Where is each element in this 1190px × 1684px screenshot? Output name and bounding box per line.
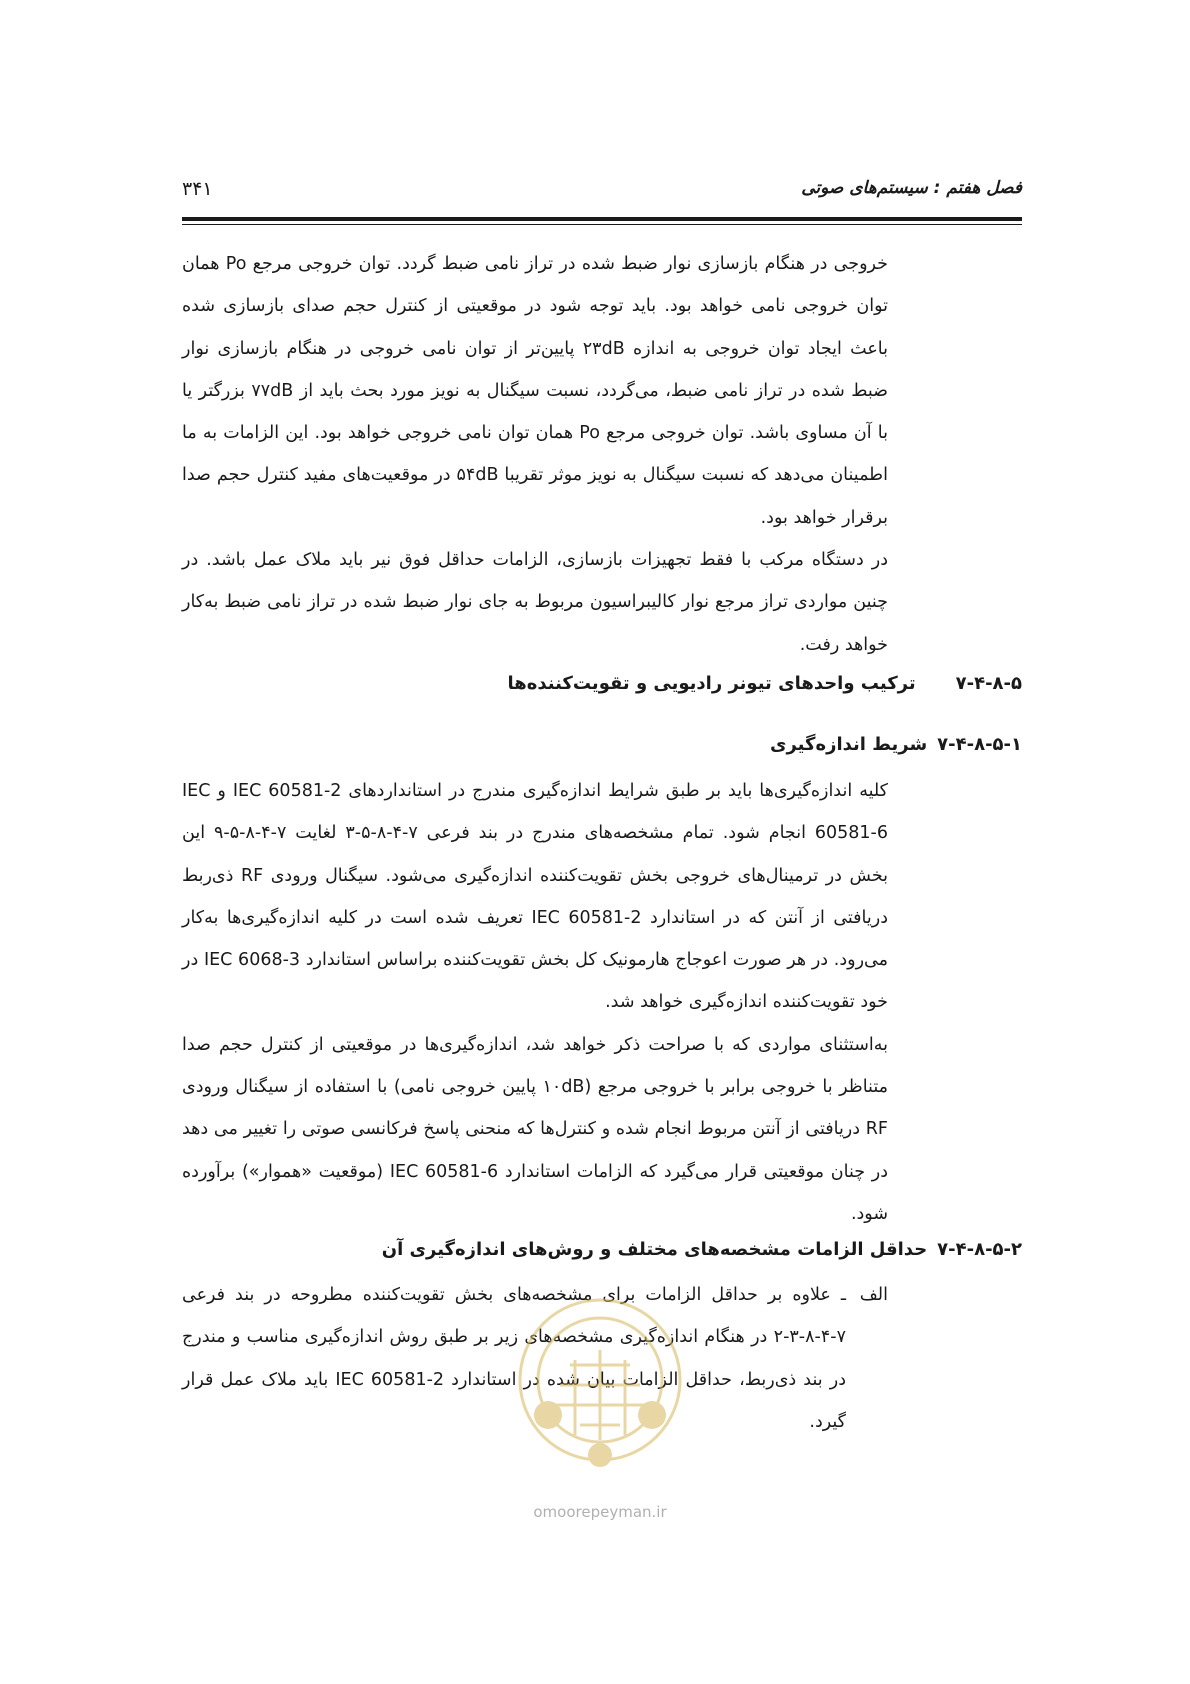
paragraph: خروجی در هنگام بازسازی نوار ضبط شده در تراز نامی ضبط گردد. توان خروجی مرجع Po همان توان خروجی نامی خواهد بود. باید توجه شود در موقعیتی از کنترل حجم صدای بازسازی شده باعث ایجاد توان خروجی به اندازه ۲۳dB پایین‌تر از توان نامی خروجی در هنگام بازسازی نوار ضبط شده در تراز نامی ضبط، می‌گردد، نسبت سیگنال به نویز مورد بحث باید از ۷۷dB بزرگتر یا با آن مساوی باشد. توان خروجی مرجع Po همان توان نامی خروجی خواهد بود. این الزامات به ما اطمینان می‌دهد که نسبت سیگنال به نویز موثر تقریبا ۵۴dB در موقعیت‌های مفید کنترل حجم صدا برقرار خواهد بود.: [182, 254, 888, 528]
page-number: ۳۴۱: [182, 178, 213, 200]
intro-text: [182, 243, 888, 666]
section-heading-5-1: [770, 734, 1022, 755]
list-item-text: ـ علاوه بر حداقل الزامات برای مشخصه‌های بخش تقویت‌کننده مطروحه در بند فرعی ۷-۴-۸-۳-۲ در هنگام اندازه‌گیری مشخصه‌های زیر بر طبق روش اندازه‌گیری مناسب و مندرج در بند ذی‌ربط، حداقل الزامات بیان شده در استاندارد IEC 60581-2 باید ملاک عمل قرار گیرد.: [182, 1285, 846, 1432]
section-number: ۷-۴-۸-۵-۱: [937, 734, 1022, 755]
section-5-1-text: [182, 770, 888, 1235]
section-number: ۷-۴-۸-۵: [955, 673, 1022, 694]
paragraph: در دستگاه مرکب با فقط تجهیزات بازسازی، الزامات حداقل فوق نیر باید ملاک عمل باشد. در چنین مواردی تراز مرجع نوار کالیبراسیون مربوط به جای نوار ضبط شده در تراز نامی ضبط به‌کار خواهد رفت.: [182, 550, 888, 655]
section-number: ۷-۴-۸-۵-۲: [937, 1239, 1022, 1260]
section-title: حداقل الزامات مشخصه‌های مختلف و روش‌های اندازه‌گیری آن: [381, 1239, 928, 1260]
header-rule-thin: [182, 224, 1022, 225]
publisher-logo-watermark: [500, 1285, 700, 1475]
chapter-title: فصل هفتم : سیستم‌های صوتی: [801, 178, 1022, 198]
section-heading-5-2: [382, 1239, 1022, 1260]
section-title: شریط اندازه‌گیری: [769, 734, 928, 755]
list-marker: الف: [859, 1285, 888, 1305]
paragraph: کلیه اندازه‌گیری‌ها باید بر طبق شرایط اندازه‌گیری مندرج در استانداردهای IEC 60581-2 و IEC 60581-6 انجام شود. تمام مشخصه‌های مندرج در بند فرعی ۷-۴-۸-۵-۳ لغایت ۷-۴-۸-۵-۹ این بخش در ترمینال‌های خروجی بخش تقویت‌کننده اندازه‌گیری می‌شود. سیگنال ورودی RF ذی‌ربط دریافتی از آنتن که در استاندارد IEC 60581-2 تعریف شده است در کلیه اندازه‌گیری‌ها به‌کار می‌رود. در هر صورت اعوجاج هارمونیک کل بخش تقویت‌کننده براساس استاندارد IEC 6068-3 در خود تقویت‌کننده اندازه‌گیری خواهد شد.: [182, 781, 889, 1013]
section-heading-5: [507, 673, 1022, 694]
section-title: ترکیب واحدهای تیونر رادیویی و تقویت‌کننده‌ها: [507, 673, 916, 694]
watermark-url: omoorepeyman.ir: [533, 1503, 667, 1521]
paragraph: به‌استثنای مواردی که با صراحت ذکر خواهد شد، اندازه‌گیری‌ها در موقعیتی از کنترل حجم صدا متناظر با خروجی برابر با خروجی مرجع (۱۰dB پایین خروجی نامی) با استفاده از سیگنال ورودی RF دریافتی از آنتن مربوط انجام شده و کنترل‌ها که منحنی پاسخ فرکانسی صوتی را تغییر می دهد در چنان موقعیتی قرار می‌گیرد که الزامات استاندارد IEC 60581-6 (موقعیت «هموار») برآورده شود.: [182, 1034, 888, 1224]
page-header: [182, 178, 1022, 208]
header-rule-thick: [182, 217, 1022, 221]
